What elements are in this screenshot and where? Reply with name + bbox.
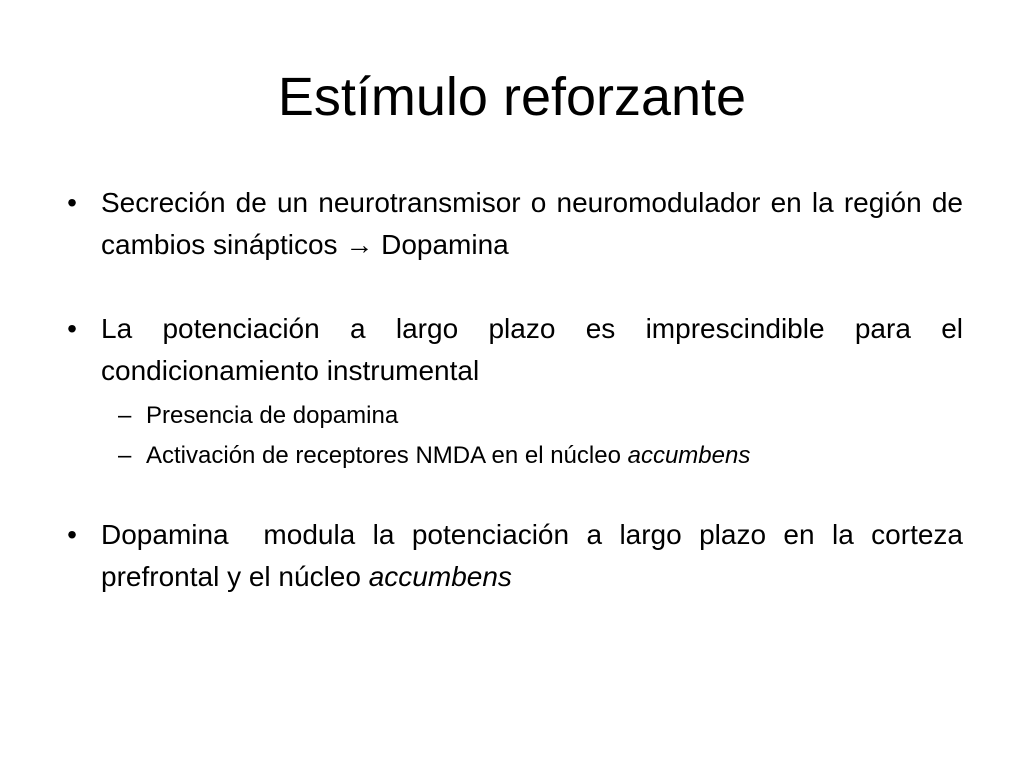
sub-bullet-item [101,436,963,476]
bullet-item [62,514,971,598]
bullet-italic-text: accumbens [368,561,512,592]
bullet-marker: • [67,519,77,550]
bullet-text: Dopamina modula la potenciación a largo plazo en la corteza prefrontal y el núcleo [101,519,971,592]
sub-bullet-text: Presencia de dopamina [146,402,399,429]
sub-bullet-list [101,396,963,476]
slide-title: Estímulo reforzante [277,67,747,127]
bullet-text: Secreción de un neurotransmisor o neuromodulador en la región de cambios sinápticos → Dopamina [101,187,963,260]
sub-bullet-marker: – [118,402,132,429]
bullet-list [62,182,971,640]
bullet-item [62,182,963,266]
bullet-item [62,308,963,476]
bullet-marker: • [67,313,77,344]
sub-bullet-marker: – [118,442,132,469]
bullet-marker: • [67,187,77,218]
sub-bullet-item [101,396,963,436]
sub-bullet-italic-text: accumbens [627,442,751,469]
bullet-text: La potenciación a largo plazo es imprescindible para el condicionamiento instrumental [101,313,963,386]
sub-bullet-text: Activación de receptores NMDA en el núcleo [146,442,628,469]
